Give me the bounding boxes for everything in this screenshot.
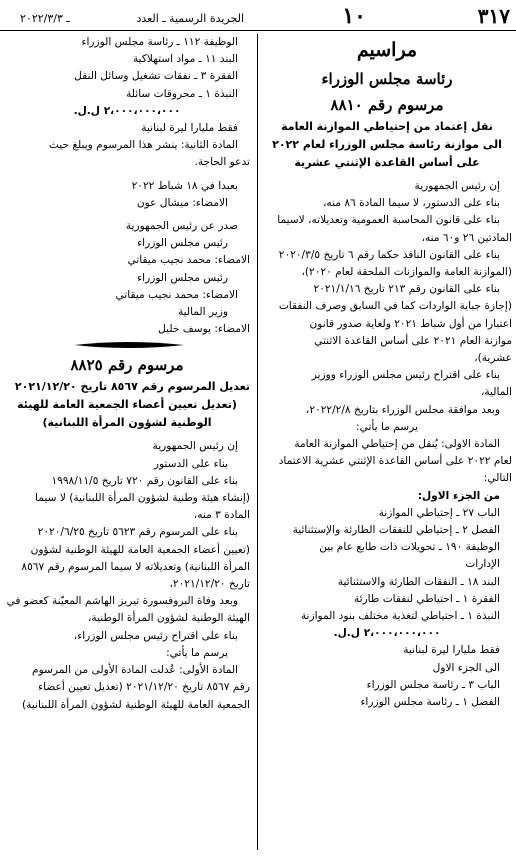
authority-title: رئاسة مجلس الوزراء bbox=[321, 70, 453, 88]
budget-item: الفقرة ٣ ـ نفقات تشغيل وسائل النقل bbox=[74, 70, 238, 83]
body-line: بناء على اقتراح رئيس مجلس الوزراء، bbox=[73, 629, 238, 642]
body-line: اعتبارا من أول شباط ٢٠٢١ ولغاية صدور قانون bbox=[309, 317, 512, 330]
decree-subject-line: نقل إعتماد من إحتياطي الموازنة العامة bbox=[281, 120, 493, 133]
issue-number: ١٠ bbox=[342, 3, 366, 29]
budget-item: الباب ٢٧ ـ إحتياطي الموازنة bbox=[378, 506, 500, 519]
body-line: (تعيين أعضاء الجمعية العامة للهيئة الوطنية لشؤون bbox=[30, 543, 250, 556]
transfer-item: الى الجزء الاول bbox=[432, 661, 500, 674]
body-line: بناء على القانون رقم ٧٢٠ تاريخ ١٩٩٨/١١/٥ bbox=[51, 474, 238, 487]
signature-line: الامضاء: يوسف خليل bbox=[158, 323, 250, 336]
body-line: عشرية)، bbox=[474, 352, 512, 365]
body-line: رقم ٨٥٦٧ تاريخ ٢٠٢١/١٢/٢٠ (تعديل تعيين أعضاء bbox=[38, 681, 250, 694]
budget-item: البند ١٨ ـ النفقات الطارئة والاستثنائية bbox=[337, 575, 500, 588]
body-line: المادة الأولى: عُدلت المادة الأولى من المرسوم bbox=[32, 664, 238, 677]
body-line: المادة ٣ منه، bbox=[193, 509, 250, 522]
article-one-line: المادة الاولى: يُنقل من إحتياطي الموازنة العامة bbox=[294, 438, 500, 451]
body-line: (الموازنة العامة والموازنات الملحقة لعام ٢٠٢٠)، bbox=[301, 266, 512, 279]
article-two-line: تدعو الحاجة. bbox=[194, 156, 250, 169]
decree-subject-line: الى موازنة رئاسة مجلس الوزراء لعام ٢٠٢٢ bbox=[272, 138, 502, 151]
body-line: المادتين ٢٦ و٦٠ منه، bbox=[421, 231, 512, 244]
amount-words: فقط مليارا ليرة لبنانية bbox=[141, 122, 238, 135]
body-line: بناء على قانون المحاسبة العمومية وتعديلاته، لاسيما bbox=[277, 214, 500, 227]
budget-item: الوظيفة ١٩٠ ـ تحويلات ذات طابع عام بين bbox=[319, 541, 500, 554]
decree2-title-line: تعديل المرسوم رقم ٨٥٦٧ تاريخ ٢٠٢١/١٢/٢٠ bbox=[14, 380, 250, 394]
body-line: يرسم ما يأتي: bbox=[356, 420, 418, 433]
amount-words: فقط مليارا ليرة لبنانية bbox=[403, 644, 500, 657]
page-header bbox=[0, 0, 516, 31]
right-column bbox=[262, 34, 512, 711]
amount: ٢،٠٠٠،٠٠٠،٠٠٠ ل.ل. bbox=[333, 627, 441, 640]
decree2-title-line: الوطنية لشؤون المرأة اللبنانية) bbox=[42, 416, 212, 430]
body-line: بناء على الدستور، لا سيما المادة ٨٦ منه، bbox=[322, 197, 500, 210]
signature-line: الامضاء: محمد نجيب ميقاتي bbox=[127, 254, 250, 267]
transfer-item: الفصل ١ ـ رئاسة مجلس الوزراء bbox=[360, 696, 500, 709]
body-line: بناء على القانون النافذ حكما رقم ٦ تاريخ ٢٠٢٠/٣/٥ bbox=[278, 248, 500, 261]
budget-item: النبذة ١ ـ احتياطي لتغذية مختلف بنود الموازنة bbox=[300, 610, 500, 623]
budget-item: النبذة ١ ـ محروقات سائلة bbox=[126, 87, 238, 100]
left-column bbox=[4, 34, 250, 714]
signature-line: صدر عن رئيس الجمهورية bbox=[125, 220, 238, 233]
body-line: (إجازة جباية الواردات كما في السابق وصرف النفقات bbox=[278, 300, 512, 313]
decree2-title-line: (تعديل تعيين أعضاء الجمعية العامة للهيئة bbox=[17, 398, 237, 412]
body-line: إن رئيس الجمهورية bbox=[414, 180, 500, 192]
body-line: بناء على المرسوم رقم ٥٦٢٣ تاريخ ٢٠٢٠/٦/٢٥ bbox=[37, 526, 238, 539]
issue-date: ـ ٢٠٢٢/٣/٣ bbox=[20, 12, 70, 25]
body-line: موازنة العام ٢٠٢١ على أساس القاعدة الاثنتي bbox=[314, 334, 512, 347]
decree-subject-line: على أساس القاعدة الإثنتي عشرية bbox=[294, 156, 480, 169]
article-two-line: المادة الثانية: ينشر هذا المرسوم ويبلغ حيث bbox=[48, 139, 238, 152]
budget-item: البند ١١ ـ مواد استهلاكية bbox=[132, 53, 238, 66]
body-line: (إنشاء هيئة وطنية لشؤون المرأة اللبنانية) لا سيما bbox=[35, 492, 250, 505]
amount: ٢،٠٠٠،٠٠٠،٠٠٠ ل.ل. bbox=[73, 104, 181, 117]
body-line: المرأة اللبنانية) وتعديلاته لا سيما المرسوم رقم ٨٥٦٧ bbox=[21, 560, 250, 573]
budget-item: الفقرة ١ ـ احتياطي لنفقات طارئة bbox=[353, 592, 500, 605]
signature-line: رئيس مجلس الوزراء bbox=[137, 271, 228, 284]
article-one-line: التالي: bbox=[483, 472, 512, 485]
budget-item: الوظيفة ١١٢ ـ رئاسة مجلس الوزراء bbox=[81, 36, 238, 48]
part-one-heading: من الجزء الاول: bbox=[417, 489, 500, 502]
body-line: وبعد وفاة البروفسورة تيريز الهاشم المعيّنة كعضو في bbox=[6, 595, 238, 608]
body-line: يرسم ما يأتي: bbox=[166, 646, 228, 659]
article-one-line: لعام ٢٠٢٢ على أساس القاعدة الإثنتي عشرية الاعتماد bbox=[278, 455, 512, 468]
body-line: بناء على الدستور bbox=[153, 457, 228, 470]
section-divider-ornament bbox=[4, 338, 250, 352]
signature-line: بعبدا في ١٨ شباط ٢٠٢٢ bbox=[131, 179, 238, 192]
transfer-item: الباب ٣ ـ رئاسة مجلس الوزراء bbox=[366, 678, 500, 691]
body-line: الهيئة الوطنية لشؤون المرأة الوطنية، bbox=[88, 612, 250, 625]
signature-line: وزير المالية bbox=[177, 306, 228, 319]
body-line: تاريخ ٢٠٢١/١٢/٢٠، bbox=[169, 578, 250, 591]
column-divider bbox=[257, 34, 258, 850]
section-title: مراسيم bbox=[356, 39, 418, 61]
page-number: ٣١٧ bbox=[477, 4, 510, 28]
signature-line: رئيس مجلس الوزراء bbox=[137, 237, 228, 250]
body-line: وبعد موافقة مجلس الوزراء بتاريخ ٢٠٢٢/٢/٨، bbox=[305, 403, 500, 416]
ornament-icon bbox=[74, 340, 184, 350]
decree2-number: مرسوم رقم ٨٨٢٥ bbox=[70, 356, 184, 375]
body-line: إن رئيس الجمهورية bbox=[152, 440, 238, 453]
signature-line: الامضاء: محمد نجيب ميقاتي bbox=[115, 288, 238, 301]
budget-item: الإدارات bbox=[465, 558, 500, 571]
body-line: الجمعية العامة للهيئة الوطنية لشؤون المرأة اللبنانية) bbox=[22, 698, 250, 711]
signature-line: الامضاء: ميشال عون bbox=[136, 196, 228, 209]
body-line: بناء على القانون رقم ٢١٣ تاريخ ٢٠٢١/١/١٦ bbox=[313, 283, 500, 296]
budget-item: الفصل ٢ ـ إحتياطي للنفقات الطارئة والإستثنائية bbox=[292, 524, 500, 537]
body-line: بناء على اقتراح رئيس مجلس الوزراء ووزير bbox=[311, 369, 500, 382]
body-line: المالية، bbox=[480, 386, 512, 399]
publication-name: الجريدة الرسمية ـ العدد bbox=[136, 12, 244, 25]
decree-number: مرسوم رقم ٨٨١٠ bbox=[330, 96, 444, 114]
